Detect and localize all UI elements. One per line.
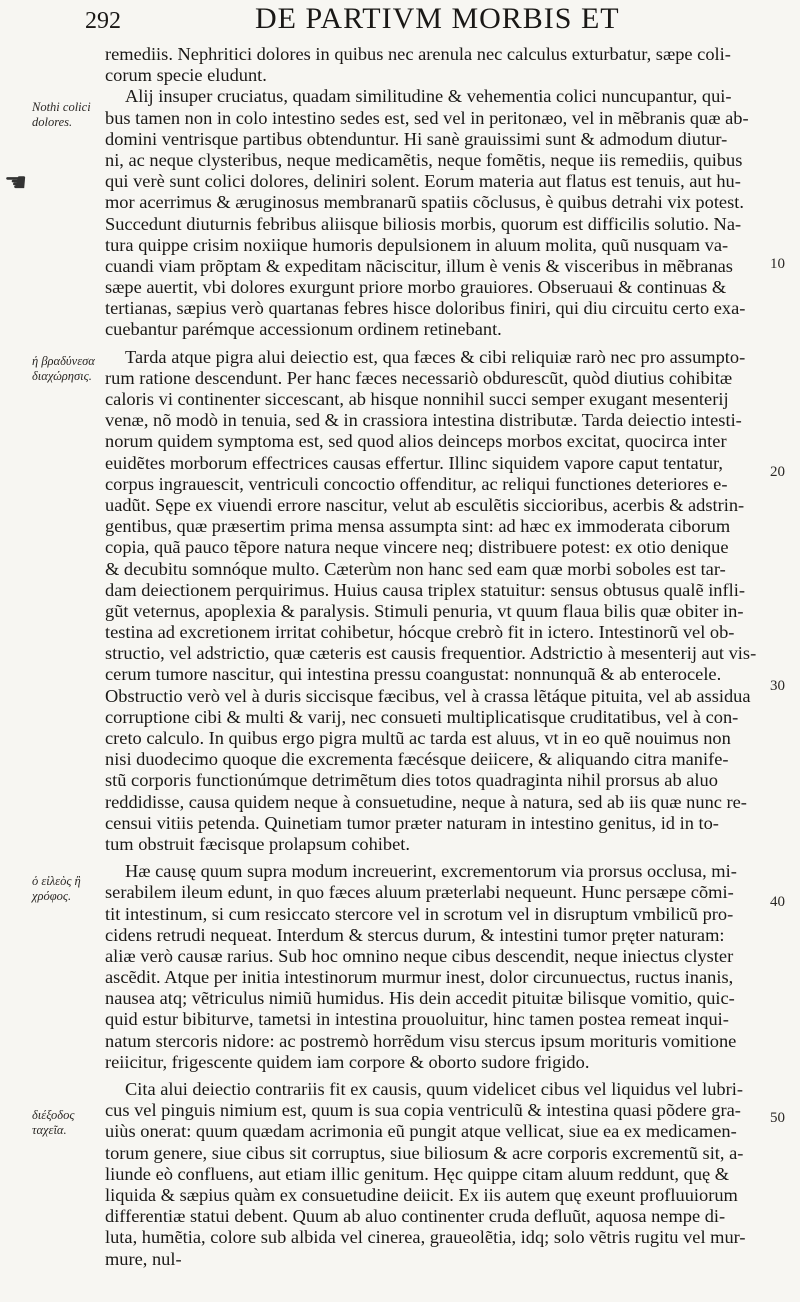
margin-note: Nothi colici dolores.	[32, 100, 91, 129]
text-line: uadũt. Sępe ex viuendi errore nascitur, velut ab esculẽtis siccioribus, acerbis & adstrin-	[105, 494, 745, 515]
margin-note: ἡ βραδύνεσα διαχώρησις.	[32, 354, 95, 383]
text-line: ni, ac neque clysteribus, neque medicamẽtis, neque fomẽtis, neque iis remediis, quibus	[105, 149, 743, 170]
text-line: uiùs onerat: quum quædam acrimonia eũ pungit atque vellicat, siue ea ex medicamen-	[105, 1121, 737, 1142]
text-line: euidẽtes morborum effectrices causas effertur. Illinc siquidem vapore caput tentatur,	[105, 452, 724, 473]
text-line: reddidisse, causa quidem neque à consuetudine, neque à natura, sed ab iis quæ nunc re-	[105, 791, 747, 812]
text-line: ascẽdit. Atque per initia intestinorum murmur inest, dolor circunuectus, ructus inanis,	[105, 967, 734, 988]
text-line: rum ratione descendunt. Per hanc fæces necessariò obdurescũt, quòd diutius cohibitæ	[105, 367, 733, 388]
text-line: gũt veternus, apoplexia & paralysis. Stimuli penuria, vt quum flaua bilis quæ obiter in-	[105, 600, 744, 621]
margin-note: ὁ εἰλεὸς ἢ χρόφος.	[32, 874, 81, 903]
text-line: mure, nul-	[105, 1248, 182, 1269]
text-line: testina ad excretionem irritat cohibetur, hócque crebrò fit in ictero. Intestinorũ vel ob-	[105, 622, 735, 643]
line-number: 30	[770, 678, 785, 694]
text-line: tura quippe crisim noxiique humoris depulsionem in aluum molita, quũ nusquam va-	[105, 234, 729, 255]
text-line: cuebantur parémque accessionum ordinem retinebant.	[105, 319, 502, 340]
line-number: 40	[770, 894, 785, 910]
text-line: torum genere, siue cibus sit corruptus, siue biliosum & acre corporis excrementũ sit, a-	[105, 1142, 744, 1163]
line-number: 50	[770, 1110, 785, 1126]
pointing-hand-icon: ☚	[4, 168, 28, 198]
text-line: Succedunt diuturnis febribus aliisque biliosis morbis, quorum est difficilis solutio. Na-	[105, 213, 742, 234]
body-text	[105, 44, 765, 1270]
page-header	[0, 0, 800, 44]
text-line: copia, quã pauco tẽpore natura neque vincere neq; distribuere potest: ex otio denique	[105, 537, 729, 558]
text-line: qui verè sunt colici dolores, deliniri solent. Eorum materia aut flatus est tenuis, aut hu-	[105, 171, 741, 192]
text-line: Tarda atque pigra alui deiectio est, qua fæces & cibi reliquiæ rarò nec pro assumpto-	[125, 346, 746, 367]
text-line: cerum tumore nascitur, qui intestina pressu coangustat: nonnunquã & ab enterocele.	[105, 664, 722, 685]
text-line: Obstructio verò vel à duris siccisque fæcibus, vel à crassa lẽtáque pituita, vel ab assidua	[105, 685, 751, 706]
text-line: mor acerrimus & æruginosus membranarũ spatiis cõclusus, è quibus detrahi vix potest.	[105, 192, 744, 213]
text-line: cus vel pinguis nimium est, quum is sua copia ventriculũ & intestina quasi põdere gra-	[105, 1100, 741, 1121]
text-line: sæpe auertit, vbi dolores exurgunt priore morbo grauiores. Obseruaui & continuas &	[105, 277, 727, 298]
line-number: 10	[770, 256, 785, 272]
text-line: liquida & sæpius quàm ex consuetudine deiicit. Ex iis autem quę exeunt profluuiorum	[105, 1184, 738, 1205]
text-line: reiicitur, frigescente quidem iam corpore & oborto sudore frigido.	[105, 1051, 590, 1072]
text-line: aliæ verò causæ rarius. Sub hoc omnino neque cibus descendit, neque iniectus clyster	[105, 945, 734, 966]
text-line: norum quidem symptoma est, sed quod alios deinceps morbos excitat, quocirca inter	[105, 431, 727, 452]
text-line: luta, humẽtia, colore sub albida vel cinerea, graueolẽtia, idq; solo vẽtris rugitu vel mur-	[105, 1227, 746, 1248]
text-line: venæ, nõ modò in tenuia, sed & in crassiora intestina distributæ. Tarda deiectio intesti-	[105, 410, 742, 431]
text-line: quid estur bibiturve, tametsi in intestina prouoluitur, hinc tamen postea remeat inqui-	[105, 1009, 729, 1030]
text-line: nisi duodecimo quoque die excrementa fæcésque deiicere, & aliquando citra manife-	[105, 749, 729, 770]
line-number: 20	[770, 464, 785, 480]
text-line: dam deiectionem perquirimus. Huius causa triplex statuitur: sensus obtusus qualẽ infli-	[105, 579, 745, 600]
text-line: tertianas, sæpius verò quartanas febres hisce doloribus finiri, qui diu circuitu certo exa-	[105, 298, 746, 319]
text-line: caloris vi continenter siccescant, ab hisque nonnihil succi semper exugant mesenterij	[105, 389, 729, 409]
text-line: remediis. Nephritici dolores in quibus nec arenula nec calculus exturbatur, sæpe coli-	[105, 44, 731, 64]
text-line: & decubitu somnóque multo. Cæterùm non hanc sed eam quæ morbi soboles est tar-	[105, 558, 726, 579]
text-line: cuandi viam prõptam & expeditam nãciscitur, illum è venis & visceribus in mẽbranas	[105, 255, 733, 276]
text-line: Cita alui deiectio contrariis fit ex causis, quum videlicet cibus vel liquidus vel lubri-	[125, 1079, 743, 1099]
margin-note: διέξοδος ταχεῖα.	[32, 1108, 75, 1137]
page-number: 292	[85, 8, 121, 34]
text-line: serabilem ileum edunt, in quo fæces aluum præterlabi nequeunt. Hunc persæpe cõmi-	[105, 882, 734, 903]
text-line: creto calculo. In quibus ergo pigra multũ ac tarda est aluus, vt in eo quẽ nouimus non	[105, 728, 731, 748]
text-line: tit intestinum, si cum resiccato stercore vel in scrotum vel in disruptum vmbilicũ pro-	[105, 903, 734, 924]
text-line: domini ventrisque partibus obtenduntur. Hi sanè grauissimi sunt & admodum diutur-	[105, 128, 728, 149]
text-line: structio, vel adstrictio, quæ cæteris est causis frequentior. Adstrictio à mesenterij aut vis-	[105, 643, 757, 664]
text-line: corpus ingrauescit, ventriculi concoctio offenditur, ac reliqui functiones deteriores e-	[105, 473, 728, 494]
running-head: DE PARTIVM MORBIS ET	[255, 2, 620, 35]
text-line: differentiæ statui debent. Quum ab aluo continenter cruda defluũt, aquosa nempe di-	[105, 1206, 726, 1227]
text-line: corum specie eludunt.	[105, 65, 267, 86]
text-line: corruptione cibi & multi & varij, nec consueti multiplicatisque cruditatibus, vel à con-	[105, 706, 739, 727]
text-line: natum stercoris nidore: ac postremò horrẽdum visu stercus ipsum morituris vomitione	[105, 1030, 737, 1051]
text-line: Alij insuper cruciatus, quadam similitudine & vehementia colici nuncupantur, qui-	[125, 86, 732, 107]
text-line: bus tamen non in colo intestino sedes est, sed vel in peritonæo, vel in mẽbranis quæ ab-	[105, 107, 749, 128]
text-line: gentibus, quæ præsertim prima mensa assumpta sint: ad hæc ex immoderata ciborum	[105, 516, 731, 537]
text-line: cidens retrudi nequeat. Interdum & stercus durum, & intestini tumor pręter naturam:	[105, 924, 725, 945]
text-line: censui vitiis petenda. Quinetiam tumor præter naturam in intestino genitus, id in to-	[105, 812, 719, 833]
text-line: nausea atq; vẽtriculus nimiũ humidus. His dein accedit pituitæ bilisque vomitio, quic-	[105, 988, 735, 1009]
text-line: Hæ causę quum supra modum increuerint, excrementorum via prorsus occlusa, mi-	[125, 861, 737, 882]
text-line: tum obstruit fæcisque prolapsum cohibet.	[105, 833, 410, 854]
text-line: liunde eò confluens, aut etiam illic genitum. Hęc quippe citam aluum reddunt, quę &	[105, 1163, 730, 1184]
text-line: stũ corporis functionúmque detrimẽtum dies totos quadraginta nihil prorsus ab aluo	[105, 770, 718, 791]
